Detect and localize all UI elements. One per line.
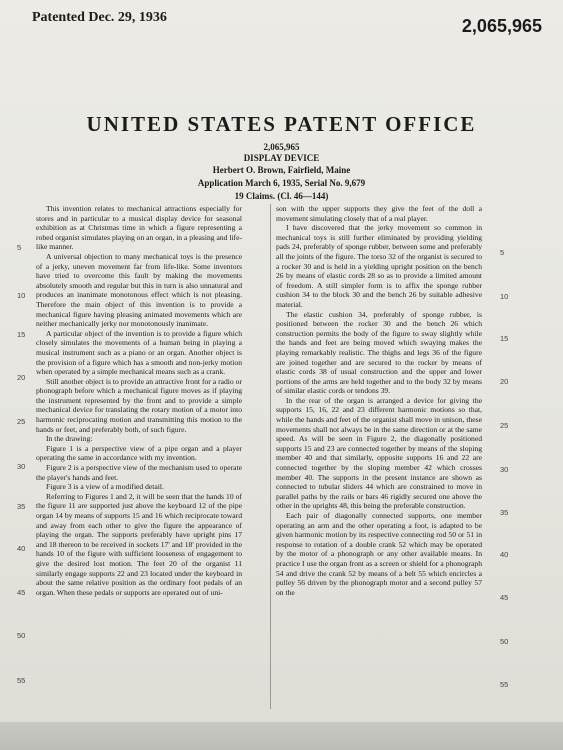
line-number: 15: [500, 334, 509, 343]
line-number: 40: [17, 544, 26, 553]
line-number: 10: [500, 292, 509, 301]
paragraph: A universal objection to many mechanical toys is the presence of a jerky, uneven movement far from life-like. Some inventors have tried to overcome this fault by making the movements absolutely smooth and regular but this in turn is also unnatural and produces an inanimate monotonous effect which is not pleasing. Therefore the main object of this invention is to provide a mechanical figure having pleasing animated movements which are neither mechanically jerky nor monotonously inanimate.: [36, 251, 242, 329]
line-number: 50: [500, 637, 509, 646]
paragraph: Referring to Figures 1 and 2, it will be seen that the hands 10 of the figure 11 are supported just above the keyboard 12 of the pipe organ 14 by means of supports 15 and 16 which reciprocate toward and away from each other to give the figure the appearance of playing the organ. The supports preferably have upright pins 17 and 18 thereon to be received in sockets 17' and 18' provided in the hands 10 of the figure with sufficient looseness of engagement to give the desired lost motion. The feet 20 of the organist 11 similarly engage supports 22 and 23 located under the keyboard in about the same relative position as the ordinary foot pedals of an organ. When these pedals or supports are operated out of uni-: [36, 491, 242, 597]
line-number: 35: [500, 508, 509, 517]
meta-number: 2,065,965: [263, 142, 300, 152]
line-number: 30: [17, 462, 26, 471]
line-number: 55: [17, 676, 26, 685]
meta-inventor: Herbert O. Brown, Fairfield, Maine: [212, 165, 351, 175]
meta-claims: 19 Claims. (Cl. 46—144): [234, 191, 329, 201]
line-number: 10: [17, 291, 26, 300]
paragraph: Each pair of diagonally connected supports, one member operating an arm and the other operating a foot, is adapted to be given harmonic motion by its respective connecting rod 50 or 51 in response to rotation of a double crank 52 which may be operated by the motor of a phonograph or any other available means. In practice I use the organ front as a screen or shield for a phonograph 54 and drive the crank 52 by means of a belt 55 which encircles a pulley 56 driven by the phonograph motor and a second pulley 57 on the: [276, 511, 482, 597]
line-number: 35: [17, 502, 26, 511]
paragraph: In the drawing:: [46, 434, 93, 444]
line-number: 5: [17, 243, 22, 252]
line-number: 55: [500, 680, 509, 689]
paragraph: Figure 3 is a view of a modified detail.: [46, 482, 164, 492]
paragraph: Still another object is to provide an attractive front for a radio or phonograph before which a mechanical figure moves as if playing the instrument represented by the front and to provide a simple mechanical device for translating the rotary motion of a motor into harmonic reciprocating motion and transmitting this motion to the hands or feet, and preferably both, of such figure.: [36, 376, 242, 434]
scan-bottom-edge: [0, 722, 563, 750]
line-number: 20: [500, 377, 509, 386]
paragraph: This invention relates to mechanical attractions especially for stores and in particular to a musical display device for seasonal exhibition as at Christmas time in which a figure representing a robed organist simulates playing on an organ, in a pleasing and life-like manner.: [36, 204, 242, 252]
paragraph: A particular object of the invention is to provide a figure which closely simulates the movements of a human being in playing a musical instrument such as a piano or an organ. Another object is the provision of a figure which has a smooth and non-jerky motion when operated by a simple mechanical means such as a crank.: [36, 328, 242, 377]
paragraph: In the rear of the organ is arranged a device for giving the supports 15, 16, 22 and 23 different harmonic motions so that, while the hands and feet of the organist shall move in unison, these movements shall not always be in the same direction or at the same speed. As will be seen in Figure 2, the diagonally positioned supports 15 and 23 are connected together by means of the sloping member 40 and that similarly, opposite supports 16 and 22 are connected together by the sloping member 42 which crosses member 40. The supports in the present instance are shown as connected to tubular sliders 44 which are constrained to move in parallel paths by the rails or bars 46 rigidly secured one above the other in the uprights 48, this being the preferable construction.: [276, 395, 482, 511]
page-header: [32, 6, 542, 36]
line-number: 20: [17, 373, 26, 382]
line-number: 5: [500, 248, 505, 257]
meta-title: DISPLAY DEVICE: [243, 153, 320, 163]
line-number: 30: [500, 465, 509, 474]
patent-number: 2,065,965: [461, 16, 542, 36]
right-column: [276, 204, 482, 597]
line-number: 45: [500, 593, 509, 602]
paragraph: son with the upper supports they give the feet of the doll a movement simulating closely that of a real player.: [276, 204, 482, 223]
paragraph: I have discovered that the jerky movement so common in mechanical toys is still further eliminated by providing yielding pads 24, preferably of sponge rubber, between some and preferably all the joints of the figure. The torso 32 of the organist is secured to a rocker 30 and is held in a yielding upright position on the bench 26 by means of elastic cords 28 so as to provide a limited amount of freedom. A still simpler form is to affix the sponge rubber cushion 34 to the block 30 and the bench 26 by suitable adhesive material.: [276, 223, 482, 309]
line-number: 45: [17, 588, 26, 597]
line-number: 25: [500, 421, 509, 430]
column-divider: [270, 204, 271, 709]
left-column: [36, 204, 242, 597]
line-number: 25: [17, 417, 26, 426]
line-number: 15: [17, 330, 26, 339]
line-number: 50: [17, 631, 26, 640]
paragraph: Figure 1 is a perspective view of a pipe organ and a player operating the same in accordance with my invention.: [36, 443, 242, 463]
paragraph: The elastic cushion 34, preferably of sponge rubber, is positioned between the rocker 30 and the bench 26 which construction permits the body of the figure to sway slightly while the hands and feet are being moved which swaying makes the playing remarkably realistic. The thighs and legs 36 of the figure are joined together and are secured to the rocker by means of elastic cords 38 of usual construction and the upper and lower portions of the arms are held together and to the body 32 by means of similar elastic cords or tendons 39.: [276, 309, 482, 396]
patent-date: Patented Dec. 29, 1936: [32, 10, 167, 25]
office-title: UNITED STATES PATENT OFFICE: [86, 112, 477, 136]
paragraph: Figure 2 is a perspective view of the mechanism used to operate the player's hands and feet.: [36, 463, 242, 482]
line-number: 40: [500, 550, 509, 559]
meta-application: Application March 6, 1935, Serial No. 9,679: [197, 178, 366, 188]
